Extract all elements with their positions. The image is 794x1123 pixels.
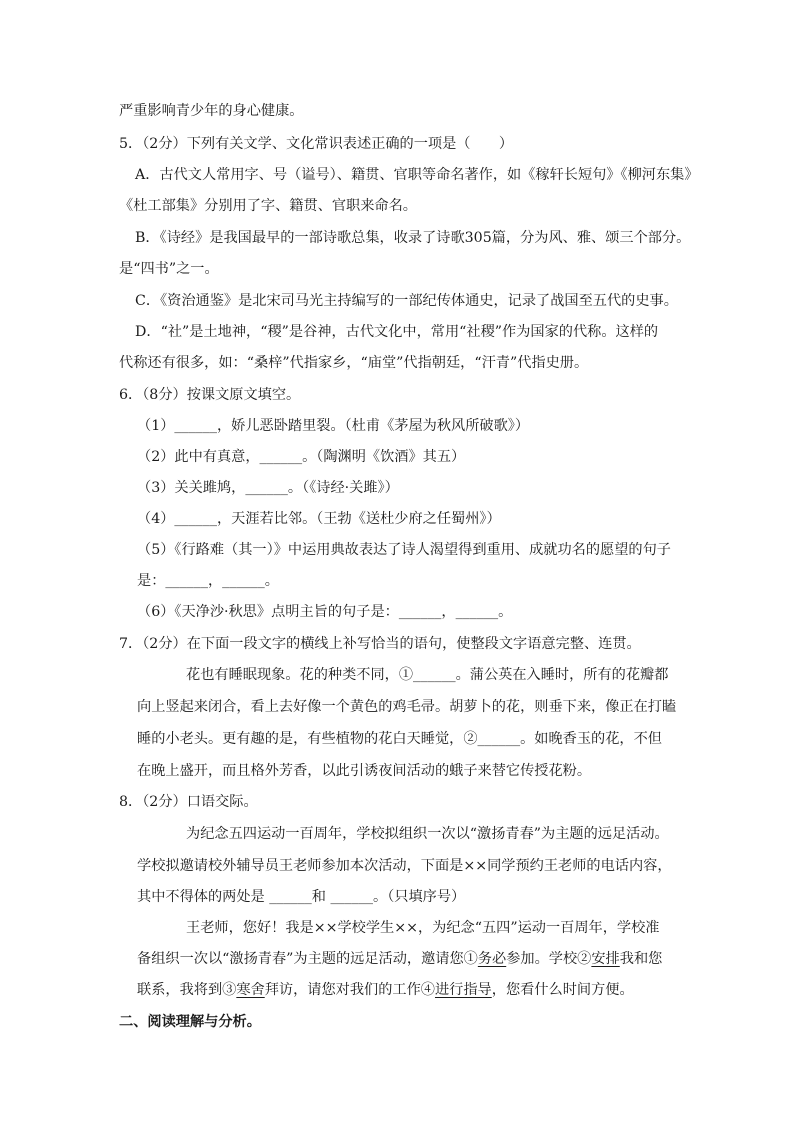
- question-5-option-a: A．古代文人常用字、号（谥号）、籍贯、官职等命名著作，如《稼轩长短句》《柳河东集》: [135, 167, 699, 183]
- dialogue-text-segment: 我和您: [619, 951, 663, 967]
- question-6-item-3: （3）关关雎鸠，______。（《诗经·关雎》）: [137, 480, 399, 496]
- question-7-para-line-4: 在晚上盛开，而且格外芳香，以此引诱夜间活动的蛾子来替它传授花粉。: [137, 763, 592, 779]
- question-5-option-a-cont: 《杜工部集》分别用了字、籍贯、官职来命名。: [119, 198, 417, 214]
- question-8-dialogue-line-1: 王老师，您好！我是××学校学生××，为纪念“五四”运动一百周年，学校准: [186, 920, 660, 936]
- question-5-option-d-cont: 代称还有很多，如：“桑梓”代指家乡，“庙堂”代指朝廷，“汗青”代指史册。: [119, 355, 589, 371]
- question-6-item-5: （5）《行路难（其一）》中运用典故表达了诗人渴望得到重用、成就功名的愿望的句子: [137, 542, 671, 558]
- question-6-item-6: （6）《天净沙·秋思》点明主旨的句子是：______，______。: [137, 604, 513, 620]
- question-5-stem: 5．（2分）下列有关文学、文化常识表述正确的一项是（ ）: [119, 136, 514, 152]
- question-6-item-2: （2）此中有真意，______。（陶渊明《饮酒》其五）: [137, 449, 466, 465]
- underlined-word-2: 安排: [591, 951, 620, 967]
- dialogue-text-segment: ，您看什么时间方便。: [491, 982, 634, 998]
- section-heading-reading: 二、阅读理解与分析。: [119, 1014, 261, 1030]
- dialogue-text-segment: 参加。学校②: [506, 951, 592, 967]
- question-5-option-c: C．《资治通鉴》是北宋司马光主持编写的一部纪传体通史，记录了战国至五代的史事。: [135, 293, 678, 309]
- question-6-stem: 6．（8分）按课文原文填空。: [119, 387, 301, 403]
- question-8-stem: 8．（2分）口语交际。: [119, 794, 258, 810]
- underlined-word-1: 务必: [477, 951, 507, 967]
- text-line-1: 严重影响青少年的身心健康。: [119, 103, 304, 119]
- question-7-stem: 7．（2分）在下面一段文字的横线上补写恰当的语句，使整段文字语意完整、连贯。: [119, 636, 641, 652]
- question-6-item-4: （4）______，天涯若比邻。（王勃《送杜少府之任蜀州》）: [137, 511, 501, 527]
- question-7-para-line-3: 睡的小老头。更有趣的是，有些植物的花白天睡觉，②______。如晚香玉的花，不但: [137, 731, 662, 747]
- dialogue-text-segment: 备组织一次以“激扬青春”为主题的远足活动，邀请您①: [137, 951, 478, 967]
- underlined-word-3: 寒舍: [236, 982, 265, 998]
- question-5-option-d: D．“社”是土地神，“稷”是谷神，古代文化中，常用“社稷”作为国家的代称。这样的: [135, 324, 659, 340]
- dialogue-text-segment: 拜访，请您对我们的工作④: [264, 982, 435, 998]
- dialogue-text-segment: 联系，我将到③: [137, 982, 237, 998]
- question-8-dialogue-line-2: [137, 949, 662, 969]
- question-8-para-line-2: 学校拟邀请校外辅导员王老师参加本次活动，下面是××同学预约王老师的电话内容，: [137, 858, 672, 874]
- question-6-item-1: （1）______，娇儿恶卧踏里裂。（杜甫《茅屋为秋风所破歌》）: [137, 418, 530, 434]
- question-7-para-line-1: 花也有睡眠现象。花的种类不同，①______。蒲公英在入睡时，所有的花瓣都: [186, 667, 669, 683]
- question-7-para-line-2: 向上竖起来闭合，看上去好像一个黄色的鸡毛帚。胡萝卜的花，则垂下来，像正在打瞌: [137, 699, 677, 715]
- underlined-word-4: 进行指导: [434, 982, 492, 998]
- question-6-item-5-cont: 是：______，______。: [137, 573, 279, 589]
- question-8-para-line-3: 其中不得体的两处是 ______和 ______。（只填序号）: [137, 889, 466, 905]
- question-5-option-b-cont: 是“四书”之一。: [119, 261, 219, 277]
- question-5-option-b: B．《诗经》是我国最早的一部诗歌总集，收录了诗歌305篇，分为风、雅、颂三个部分。: [135, 230, 691, 246]
- question-8-dialogue-line-3: [137, 980, 634, 1000]
- question-8-para-line-1: 为纪念五四运动一百周年，学校拟组织一次以“激扬青春”为主题的远足活动。: [186, 826, 669, 842]
